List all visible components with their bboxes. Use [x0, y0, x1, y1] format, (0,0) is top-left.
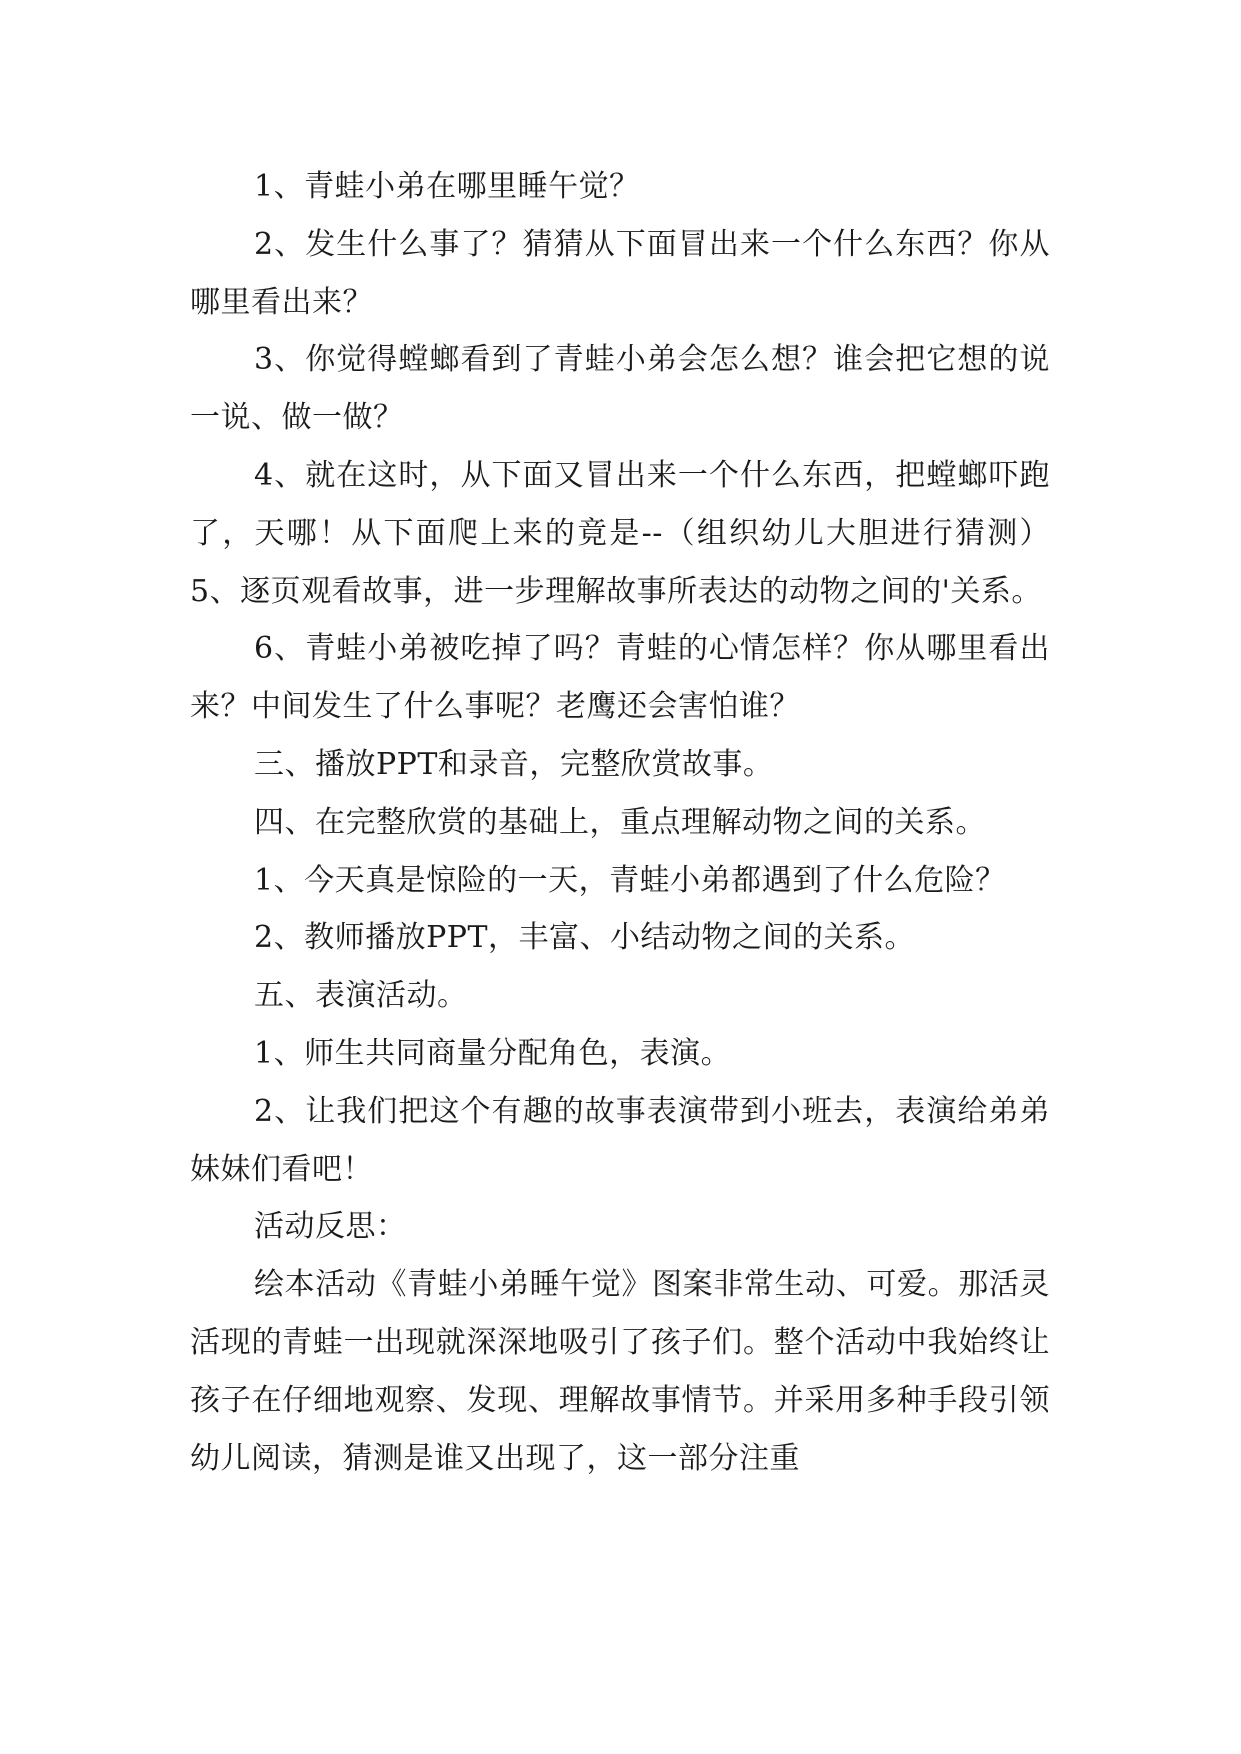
paragraph: 2、发生什么事了？猜猜从下面冒出来一个什么东西？你从哪里看出来？ — [190, 226, 1050, 320]
paragraph: 2、让我们把这个有趣的故事表演带到小班去，表演给弟弟妹妹们看吧！ — [190, 1093, 1050, 1187]
paragraph: 4、就在这时，从下面又冒出来一个什么东西，把螳螂吓跑了，天哪！从下面爬上来的竟是--（组织幼儿大胆进行猜测）5、逐页观看故事，进一步理解故事所表达的动物之间的'关系。 — [190, 457, 1050, 609]
paragraph: 6、青蛙小弟被吃掉了吗？青蛙的心情怎样？你从哪里看出来？中间发生了什么事呢？老鹰还会害怕谁？ — [190, 631, 1050, 725]
document-body — [190, 158, 1050, 1487]
paragraph: 3、你觉得螳螂看到了青蛙小弟会怎么想？谁会把它想的说一说、做一做？ — [190, 342, 1050, 436]
section-heading: 四、在完整欣赏的基础上，重点理解动物之间的关系。 — [254, 804, 986, 840]
section-heading: 五、表演活动。 — [254, 978, 468, 1014]
paragraph: 1、师生共同商量分配角色，表演。 — [254, 1035, 732, 1071]
paragraph: 2、教师播放PPT，丰富、小结动物之间的关系。 — [254, 920, 915, 956]
section-heading: 活动反思： — [254, 1209, 407, 1245]
paragraph: 1、今天真是惊险的一天，青蛙小弟都遇到了什么危险？ — [254, 862, 1006, 898]
paragraph: 1、青蛙小弟在哪里睡午觉？ — [254, 169, 640, 204]
section-heading: 三、播放PPT和录音，完整欣赏故事。 — [254, 746, 774, 782]
paragraph: 绘本活动《青蛙小弟睡午觉》图案非常生动、可爱。那活灵活现的青蛙一出现就深深地吸引了孩子们。整个活动中我始终让孩子在仔细地观察、发现、理解故事情节。并采用多种手段引领幼儿阅读，猜测是谁又出现了，这一部分注重 — [190, 1267, 1050, 1476]
